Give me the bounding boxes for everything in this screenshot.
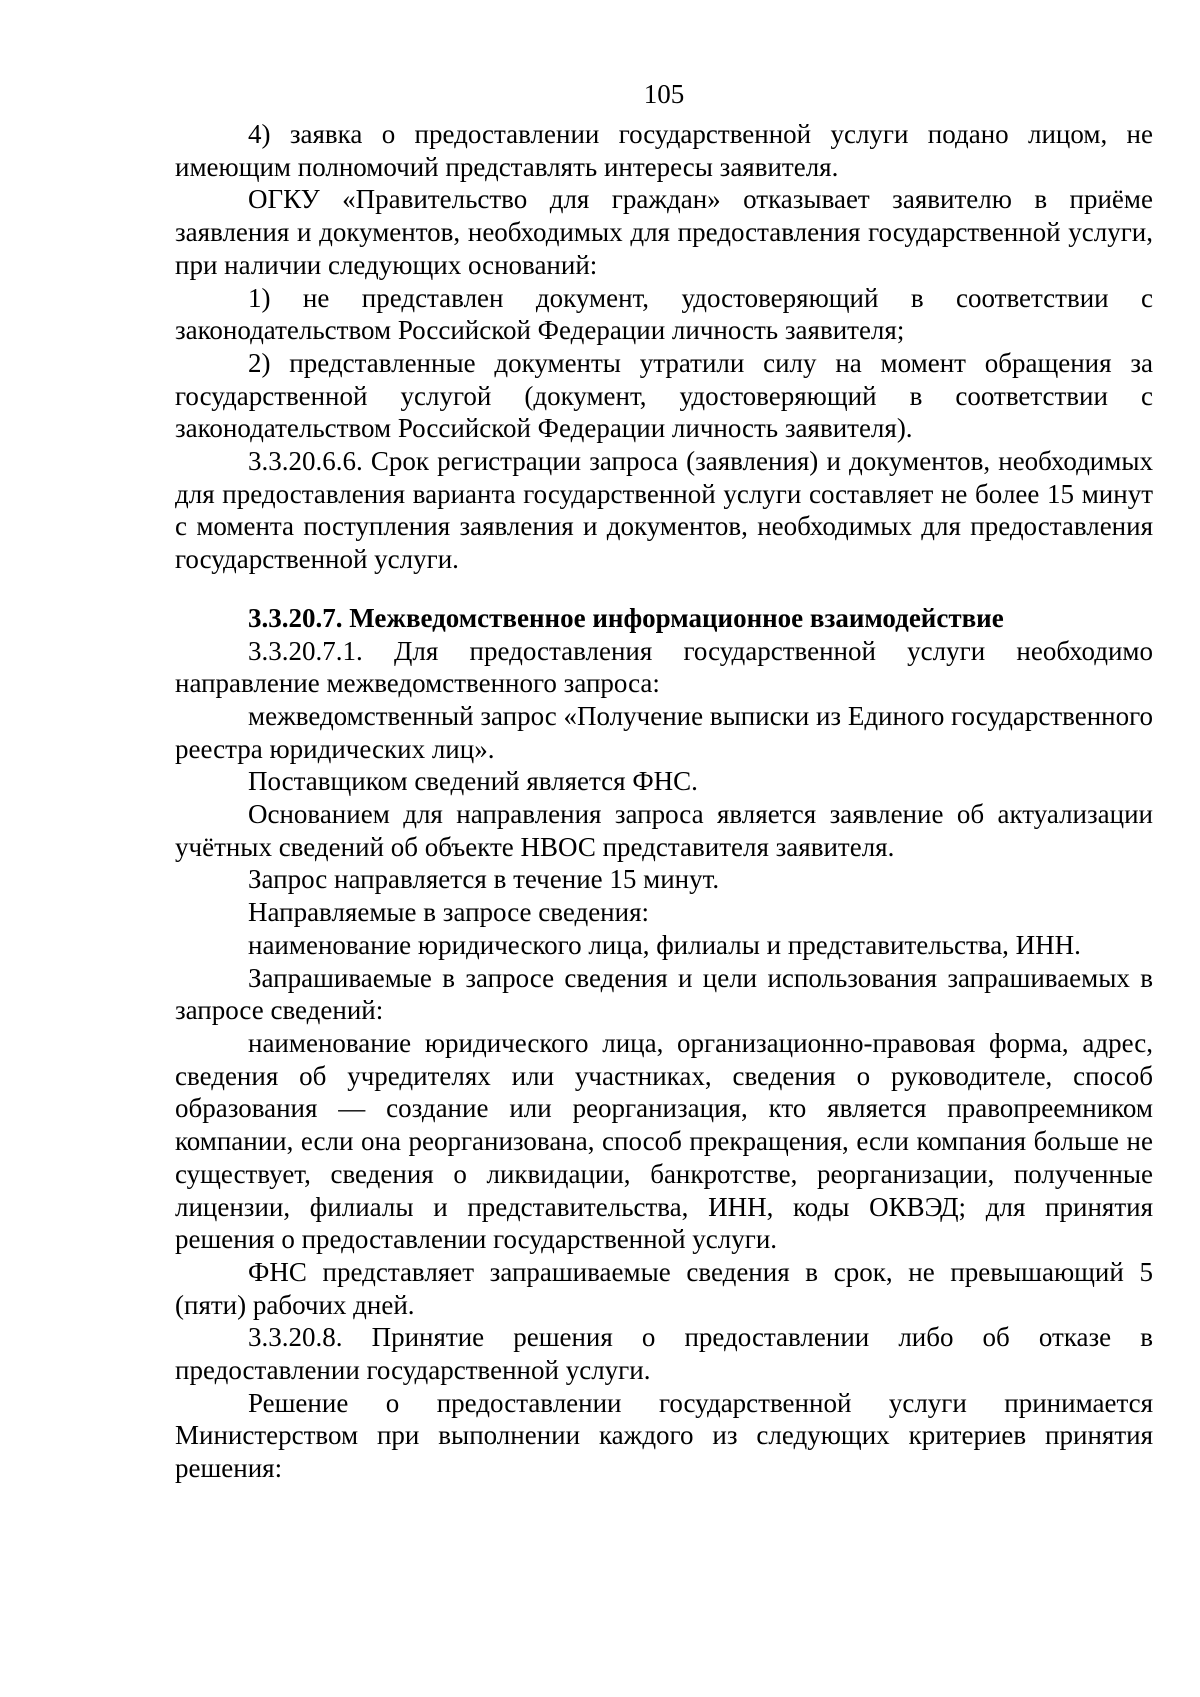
paragraph-ground-1: 1) не представлен документ, удостоверяющий в соответствии с законодательством Российской Федерации личность заявителя; xyxy=(175,282,1153,346)
document-page xyxy=(175,78,1153,1485)
section-heading: 3.3.20.7. Межведомственное информационное взаимодействие xyxy=(248,602,1004,633)
paragraph-requested-data: наименование юридического лица, организационно-правовая форма, адрес, сведения об учредителях или участниках, сведения о руководителе, способ образования — создание или реорганизация, кто является правопреемником компании, если она реорганизована, способ прекращения, если компания больше не существует, сведения о ликвидации, банкротстве, реорганизации, полученные лицензии, филиалы и представительства, ИНН, коды ОКВЭД; для принятия решения о предоставлении государственной услуги. xyxy=(175,1027,1153,1255)
paragraph-interagency-request: 3.3.20.7.1. Для предоставления государственной услуги необходимо направление межведомственного запроса: xyxy=(175,635,1153,699)
paragraph-provider: Поставщиком сведений является ФНС. xyxy=(248,766,698,797)
paragraph-sent-data-label: Направляемые в запросе сведения: xyxy=(248,897,649,928)
paragraph-refusal-item-4: 4) заявка о предоставлении государственной услуги подано лицом, не имеющим полномочий представлять интересы заявителя. xyxy=(175,119,1153,182)
paragraph-decision-criteria: Решение о предоставлении государственной услуги принимается Министерством при выполнении каждого из следующих критериев принятия решения: xyxy=(175,1387,1153,1484)
paragraph-egrul-request: межведомственный запрос «Получение выписки из Единого государственного реестра юридических лиц». xyxy=(175,700,1153,764)
page-number: 105 xyxy=(643,79,685,109)
paragraph-fns-term: ФНС представляет запрашиваемые сведения в срок, не превышающий 5 (пяти) рабочих дней. xyxy=(175,1256,1153,1320)
paragraph-request-time: Запрос направляется в течение 15 минут. xyxy=(248,864,720,895)
paragraph-requested-data-label: Запрашиваемые в запросе сведения и цели использования запрашиваемых в запросе сведений: xyxy=(175,962,1153,1026)
paragraph-ground-2: 2) представленные документы утратили силу на момент обращения за государственной услугой (документ, удостоверяющий в соответствии с законодательством Российской Федерации личность заявителя). xyxy=(175,347,1153,444)
paragraph-decision-section: 3.3.20.8. Принятие решения о предоставлении либо об отказе в предоставлении государственной услуги. xyxy=(175,1322,1153,1386)
paragraph-sent-data: наименование юридического лица, филиалы и представительства, ИНН. xyxy=(248,929,1081,960)
paragraph-basis: Основанием для направления запроса является заявление об актуализации учётных сведений об объекте НВОС представителя заявителя. xyxy=(175,799,1153,862)
paragraph-refusal-grounds-intro: ОГКУ «Правительство для граждан» отказывает заявителю в приёме заявления и документов, необходимых для предоставления государственной услуги, при наличии следующих оснований: xyxy=(175,184,1153,280)
paragraph-registration-term: 3.3.20.6.6. Срок регистрации запроса (заявления) и документов, необходимых для предоставления варианта государственной услуги составляет не более 15 минут с момента поступления заявления и документов, необходимых для предоставления государственной услуги. xyxy=(175,446,1153,575)
